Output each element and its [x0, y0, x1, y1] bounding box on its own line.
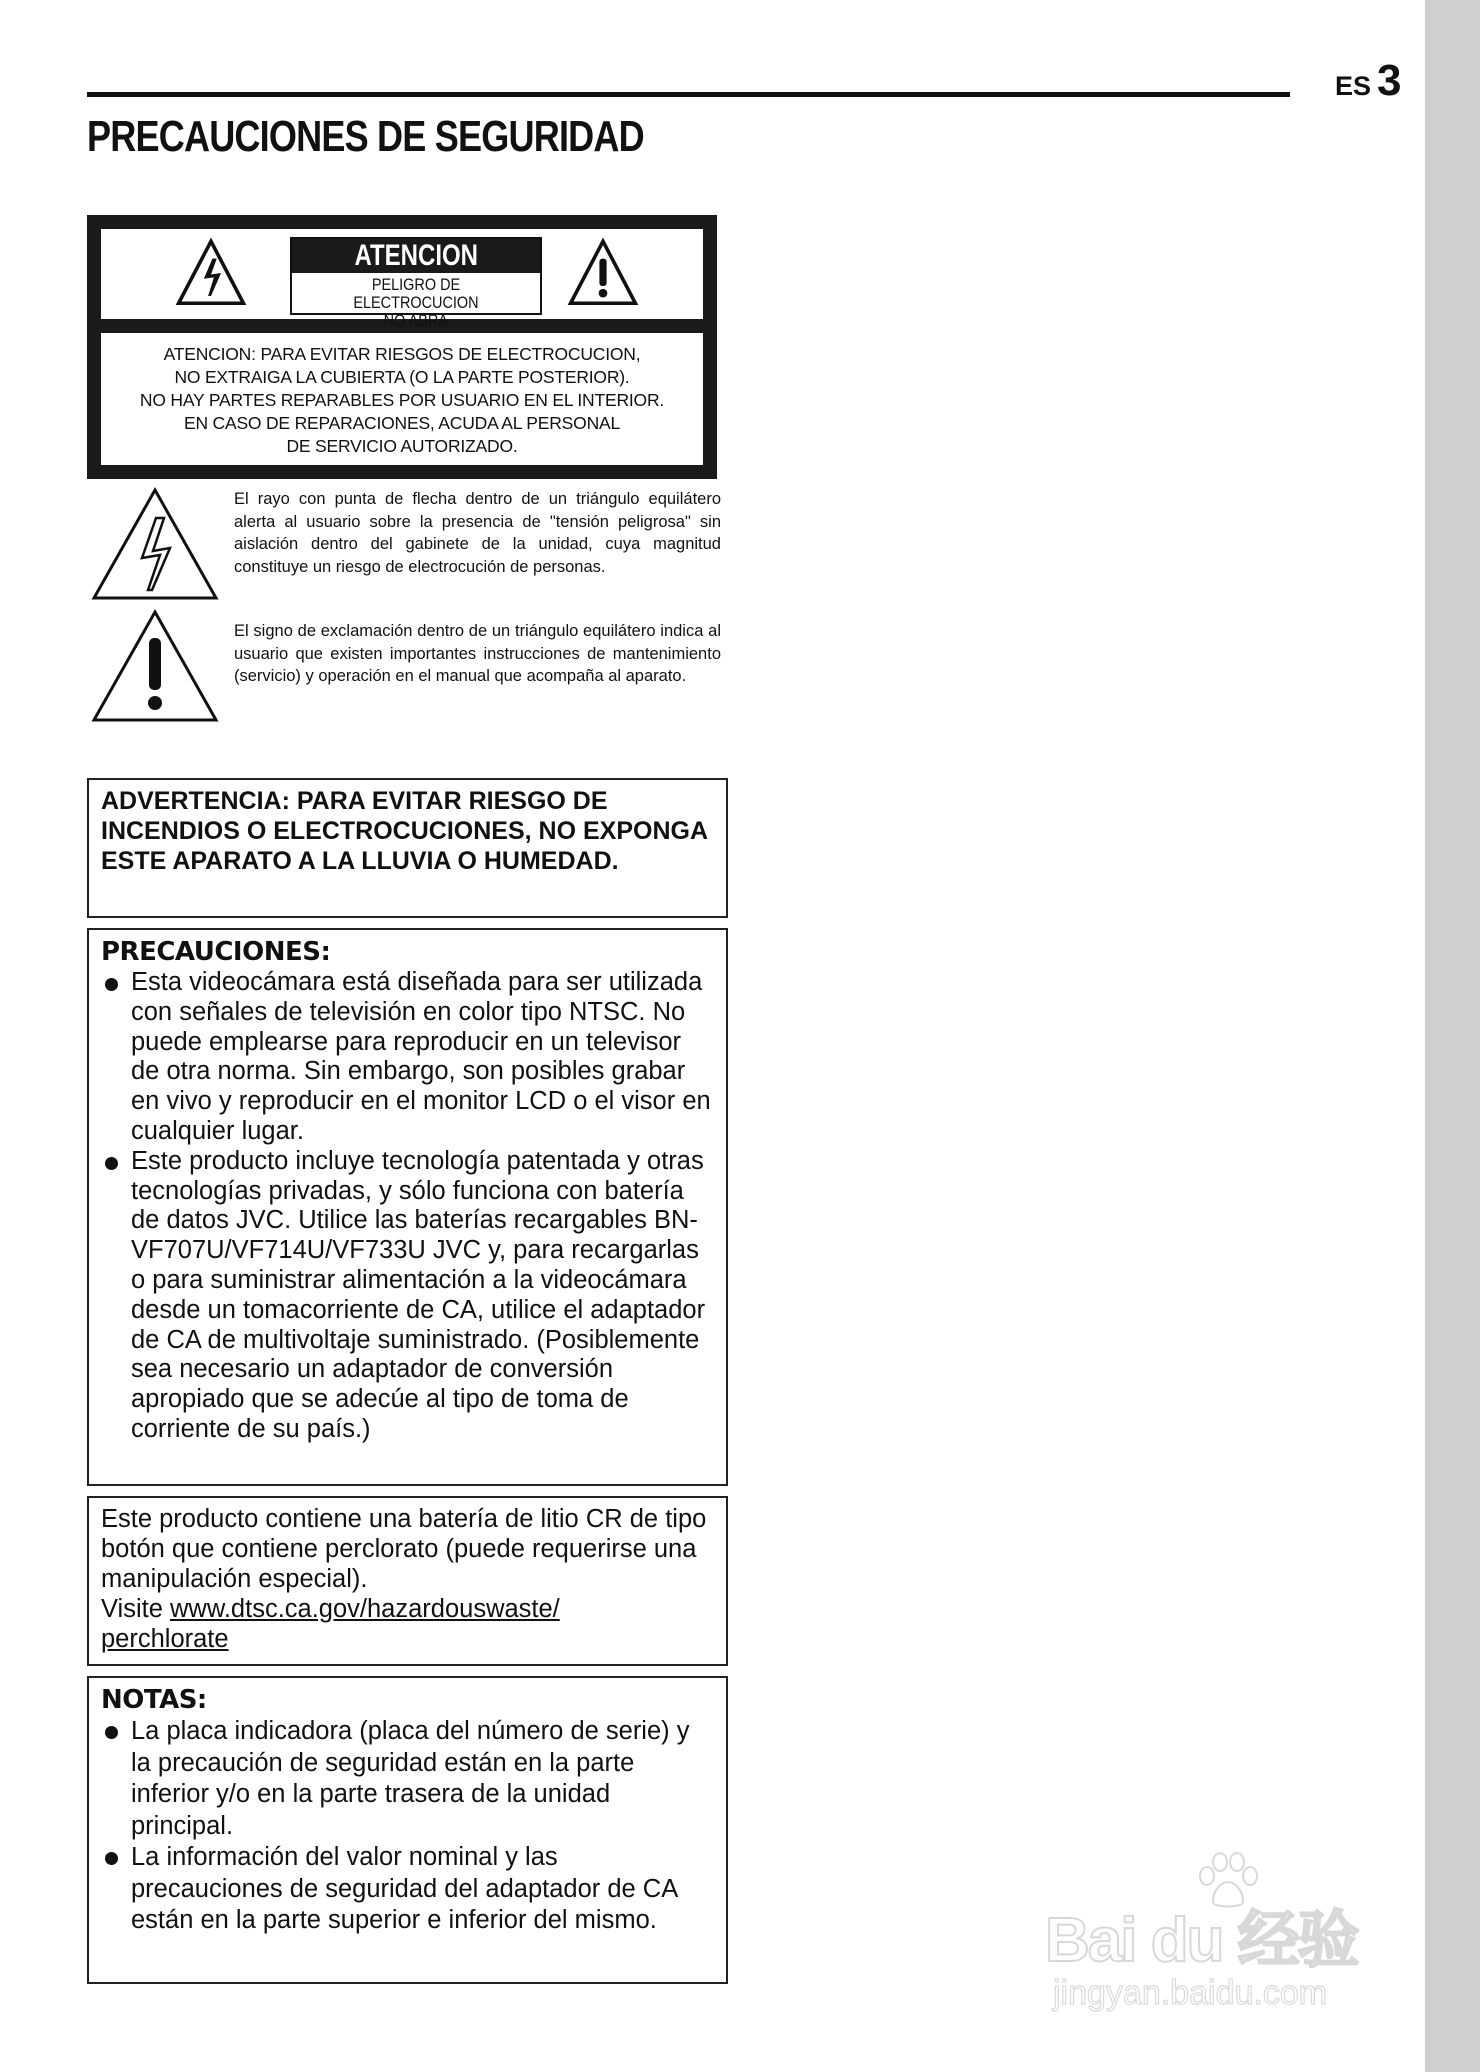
precautions-heading: PRECAUCIONES: [101, 937, 331, 967]
precautions-list [101, 968, 714, 1445]
visit-label: Visite [101, 1595, 163, 1623]
lithium-box [87, 1496, 728, 1666]
atencion-box [290, 237, 542, 330]
precaution-item: Este producto incluye tecnología patentada y otras tecnologías privadas, y sólo funciona con batería de datos JVC. Utilice las baterías recargables BN-VF707U/VF714U/VF733U JVC y, para recargarlas o para suministrar alimentación a la videocámara desde un tomacorriente de CA, utilice el adaptador de CA de multivoltaje suministrado. (Posiblemente sea necesario un adaptador de conversión apropiado que se adecúe al tipo de toma de corriente de su país.) [101, 1147, 714, 1445]
warning-text: ADVERTENCIA: PARA EVITAR RIESGO DE INCENDIOS O ELECTROCUCIONES, NO EXPONGA ESTE APARATO A LA LLUVIA O HUMEDAD. [101, 787, 708, 875]
caution-line: EN CASO DE REPARACIONES, ACUDA AL PERSONAL [183, 413, 621, 433]
note-item: La información del valor nominal y las precauciones de seguridad del adaptador de CA están en la parte superior e inferior del mismo. [101, 1842, 714, 1937]
perchlorate-link-line2[interactable]: perchlorate [101, 1625, 229, 1653]
warning-box [87, 778, 728, 918]
exclamation-triangle-icon [567, 237, 639, 309]
page-number [1335, 56, 1402, 106]
atencion-sub-line1: PELIGRO DE ELECTROCUCION [353, 275, 479, 312]
atencion-sub-line2: NO ABRA [383, 311, 449, 330]
side-thumb-strip [1425, 0, 1480, 2072]
page-number-value: 3 [1377, 56, 1402, 105]
precaution-item: Esta videocámara está diseñada para ser utilizada con señales de televisión en color tipo NTSC. No puede emplearse para reproducir en un televisor de otra norma. Sin embargo, son posibles grabar en vivo y reproducir en el monitor LCD o el visor en cualquier lugar. [101, 968, 714, 1147]
caution-line: DE SERVICIO AUTORIZADO. [286, 436, 518, 456]
exclamation-explanation [90, 608, 722, 726]
lightning-triangle-icon [175, 237, 247, 309]
page-title: PRECAUCIONES DE SEGURIDAD [87, 112, 644, 161]
exclamation-explanation-text: El signo de exclamación dentro de un triángulo equilátero indica al usuario que existen importantes instrucciones de mantenimiento (servicio) y operación en el manual que acompaña al aparato. [234, 622, 721, 685]
notes-box [87, 1676, 728, 1984]
watermark-url: jingyan.baidu.com [1053, 1974, 1328, 2012]
caution-line: ATENCION: PARA EVITAR RIESGOS DE ELECTROCUCION, [163, 344, 641, 364]
lightning-explanation-text: El rayo con punta de flecha dentro de un triángulo equilátero alerta al usuario sobre la presencia de "tensión peligrosa" sin aislación dentro del gabinete de la unidad, cuya magnitud constituye un riesgo de electrocución de personas. [234, 490, 721, 576]
header-rule [87, 92, 1290, 97]
lightning-explanation [90, 486, 722, 604]
lightning-triangle-icon [90, 486, 220, 602]
caution-text [101, 333, 703, 458]
notes-list [101, 1716, 714, 1937]
caution-line: NO HAY PARTES REPARABLES POR USUARIO EN EL INTERIOR. [139, 390, 665, 410]
page-language: ES [1335, 71, 1372, 101]
lithium-text: Este producto contiene una batería de litio CR de tipo botón que contiene perclorato (puede requerirse una manipulación especial). [101, 1505, 707, 1593]
precautions-box [87, 928, 728, 1486]
notes-heading: NOTAS: [101, 1685, 207, 1715]
caution-label-top [101, 229, 703, 330]
watermark-brand: Bai du 经验 [1045, 1906, 1358, 1975]
exclamation-triangle-icon [90, 608, 220, 724]
perchlorate-link-line1[interactable]: www.dtsc.ca.gov/hazardouswaste/ [170, 1595, 560, 1623]
caution-label [87, 215, 717, 479]
atencion-heading: ATENCION [354, 239, 478, 272]
caution-label-bottom [101, 333, 703, 465]
baidu-watermark [1045, 1850, 1400, 2020]
caution-line: NO EXTRAIGA LA CUBIERTA (O LA PARTE POSTERIOR). [174, 367, 630, 387]
perchlorate-link[interactable] [101, 1595, 560, 1653]
note-item: La placa indicadora (placa del número de serie) y la precaución de seguridad están en la parte inferior y/o en la parte trasera de la unidad principal. [101, 1716, 714, 1842]
